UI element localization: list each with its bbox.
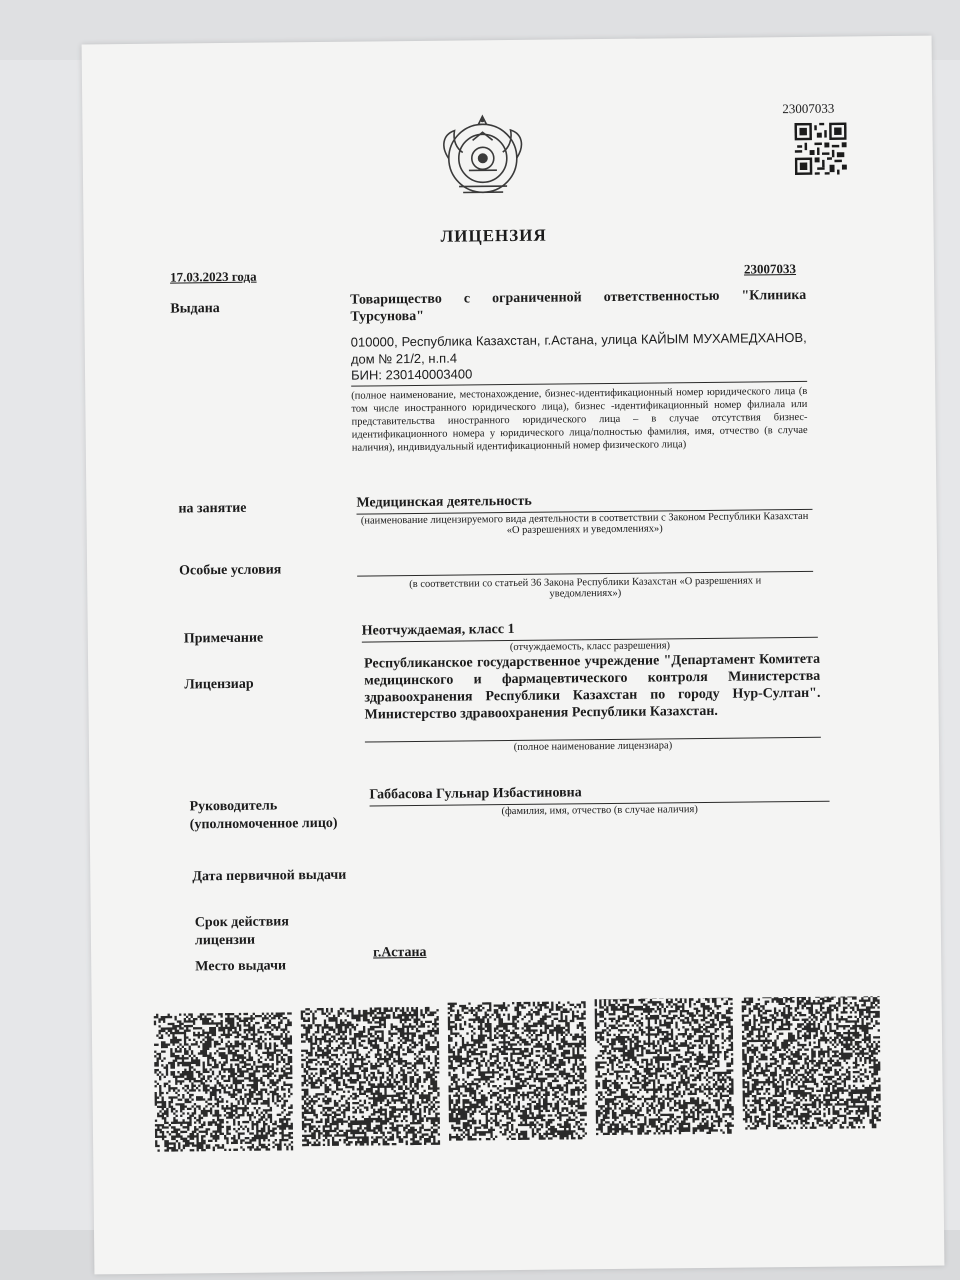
2d-barcode-icon — [301, 1007, 440, 1146]
issued-to-name: Товарищество с ограниченной ответственностью "Клиника Турсунова" — [350, 287, 807, 325]
first-issue-label: Дата первичной выдачи — [192, 867, 347, 885]
special-conditions-label: Особые условия — [179, 562, 282, 579]
document-title: ЛИЦЕНЗИЯ — [440, 225, 547, 246]
head-label-line1: Руководитель — [189, 798, 278, 815]
issued-to-address: 010000, Республика Казахстан, г.Астана, улица КАЙЫМ МУХАМЕДХАНОВ, дом № 21/2, н.п.4 — [350, 329, 807, 367]
issued-to-label: Выдана — [170, 301, 220, 317]
activity-label: на занятие — [178, 500, 247, 517]
2d-barcode-icon — [595, 996, 734, 1135]
barcode-strip — [152, 996, 914, 1154]
2d-barcode-icon — [154, 1012, 293, 1151]
licensor-label: Лицензиар — [184, 676, 254, 693]
license-number: 23007033 — [743, 261, 797, 277]
2d-barcode-icon — [448, 1001, 587, 1140]
doc-number: 23007033 — [782, 100, 835, 117]
place-label: Место выдачи — [195, 958, 287, 975]
issued-to-hint: (полное наименование, местонахождение, бизнес-идентификационный номер юридического лица (в том числе иностранного юридического лица), бизнес -идентификационный номер филиала или представительства иностранного юридического лица – в случае отсутствия бизнес-идентификационного номера у юридического лица/полностью фамилия, имя, отчество (в случае наличия), индивидуальный идентификационный номер физического лица) — [351, 385, 808, 454]
issued-to-bin: БИН: 230140003400 — [350, 366, 473, 383]
special-conditions-hint: (в соответствии со статьей 36 Закона Республики Казахстан «О разрешениях и уведомлениях») — [409, 575, 762, 600]
head-hint: (фамилия, имя, отчество (в случае наличия) — [501, 804, 698, 818]
note-hint: (отчуждаемость, класс разрешения) — [509, 640, 671, 654]
state-emblem-icon — [432, 110, 533, 201]
note-value: Неотчуждаемая, класс 1 — [361, 621, 515, 639]
head-value: Габбасова Гульнар Избастиновна — [369, 785, 582, 803]
qr-code-icon — [794, 122, 847, 175]
activity-hint: (наименование лицензируемого вида деятельности в соответствии с Законом Республики Казахстан «О разрешениях и уведомлениях») — [360, 510, 809, 537]
head-label-line2: (уполномоченное лицо) — [189, 815, 338, 833]
issue-date: 17.03.2023 года — [169, 268, 257, 285]
validity-label-line2: лицензии — [194, 932, 256, 949]
licensor-hint: (полное наименование лицензиара) — [513, 740, 673, 753]
license-document — [82, 36, 945, 1275]
note-label: Примечание — [183, 630, 264, 647]
2d-barcode-icon — [742, 996, 881, 1130]
validity-label-line1: Срок действия — [194, 914, 289, 931]
place-value: г.Астана — [373, 944, 427, 961]
activity-value: Медицинская деятельность — [356, 493, 532, 511]
licensor-value: Республиканское государственное учреждение "Департамент Комитета медицинского и фармацевтического контроля Министерства здравоохранения Республики Казахстан по городу Нур-Султан". Министерство здравоохранения Республики Казахстан. — [364, 651, 821, 723]
